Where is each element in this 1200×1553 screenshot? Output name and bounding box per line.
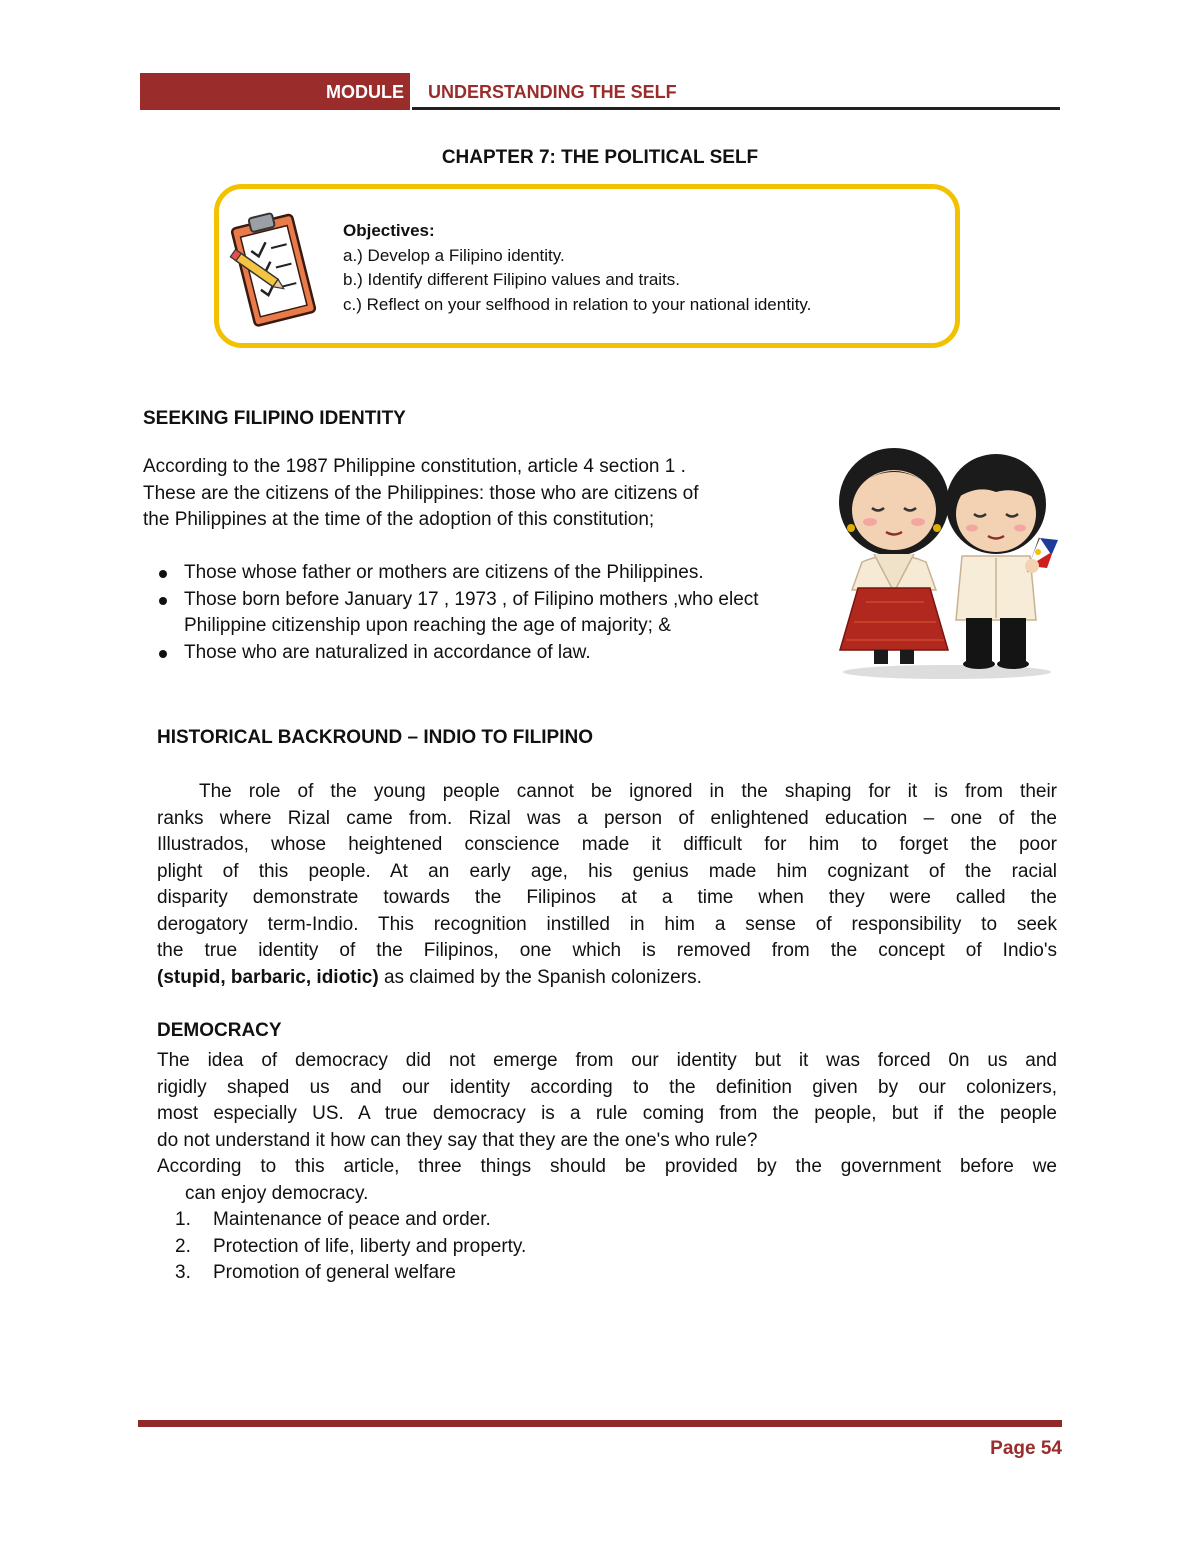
democracy-requirements-list xyxy=(157,1207,526,1287)
objective-item: a.) Develop a Filipino identity. xyxy=(343,245,565,265)
paragraph-line xyxy=(157,965,1057,992)
girl-figure xyxy=(839,448,949,664)
objective-item: b.) Identify different Filipino values and traits. xyxy=(343,270,681,289)
paragraph-line: disparity demonstrate towards the Filipinos at a time when they were called the xyxy=(157,887,1057,908)
list-number: 3. xyxy=(175,1262,191,1283)
header-title: UNDERSTANDING THE SELF xyxy=(428,82,677,102)
section-heading-seeking: SEEKING FILIPINO IDENTITY xyxy=(143,408,406,429)
header-module-label: MODULE xyxy=(326,82,404,102)
paragraph-line: The idea of democracy did not emerge from our identity but it was forced 0n us and xyxy=(157,1050,1057,1071)
seeking-intro xyxy=(143,454,833,534)
objectives-heading: Objectives: xyxy=(343,221,435,240)
footer-rule xyxy=(138,1420,1062,1427)
paragraph-line: the true identity of the Filipinos, one which is removed from the concept of Indio's xyxy=(157,940,1057,961)
bold-emphasis: (stupid, barbaric, idiotic) xyxy=(157,966,379,988)
chapter-title: CHAPTER 7: THE POLITICAL SELF xyxy=(441,147,759,168)
list-item xyxy=(157,1234,526,1261)
filipino-children-illustration xyxy=(836,442,1058,682)
historical-paragraph xyxy=(157,779,1057,991)
paragraph-line: plight of this people. At an early age, his genius made him cognizant of the racial xyxy=(157,860,1057,882)
paragraph-line: These are the citizens of the Philippines: those who are citizens of xyxy=(143,482,699,504)
list-text: Maintenance of peace and order. xyxy=(213,1209,491,1230)
paragraph-line: do not understand it how can they say that they are the one's who rule? xyxy=(157,1129,758,1151)
list-text: Promotion of general welfare xyxy=(213,1262,456,1283)
section-heading-historical: HISTORICAL BACKROUND – INDIO TO FILIPINO xyxy=(157,727,593,748)
paragraph-text: The role of the young people cannot be ignored in the shaping for it is from their xyxy=(199,781,1057,802)
paragraph-text: as claimed by the Spanish colonizers. xyxy=(378,966,702,988)
paragraph-line: can enjoy democracy. xyxy=(185,1182,369,1204)
paragraph-line xyxy=(157,779,1057,806)
list-item: Those whose father or mothers are citizens of the Philippines. xyxy=(157,560,837,587)
list-number: 2. xyxy=(175,1235,191,1257)
paragraph-line: most especially US. A true democracy is a rule coming from the people, but if the people xyxy=(157,1103,1057,1124)
list-item: Those born before January 17 , 1973 , of Filipino mothers ,who elect Philippine citizenship upon reaching the age of majority; & xyxy=(157,587,837,640)
clipboard-checklist-icon xyxy=(226,206,322,330)
democracy-paragraph xyxy=(157,1048,1057,1207)
list-item: Those who are naturalized in accordance of law. xyxy=(157,640,837,667)
header-rule xyxy=(412,107,1060,110)
list-item xyxy=(157,1260,526,1287)
paragraph-line: rigidly shaped us and our identity according to the definition given by our colonizers, xyxy=(157,1076,1057,1098)
paragraph-line: derogatory term-Indio. This recognition instilled in him a sense of responsibility to seek xyxy=(157,913,1057,935)
list-text: Protection of life, liberty and property. xyxy=(213,1235,527,1257)
paragraph-line: ranks where Rizal came from. Rizal was a person of enlightened education – one of the xyxy=(157,807,1057,829)
paragraph-line: According to the 1987 Philippine constitution, article 4 section 1 . xyxy=(143,456,686,477)
paragraph-line: According to this article, three things should be provided by the government before we xyxy=(157,1156,1057,1177)
objective-item: c.) Reflect on your selfhood in relation to your national identity. xyxy=(343,294,812,314)
list-item xyxy=(157,1207,526,1234)
paragraph-line: Illustrados, whose heightened conscience made it difficult for him to forget the poor xyxy=(157,834,1057,855)
page-number: Page 54 xyxy=(990,1438,1062,1459)
section-heading-democracy: DEMOCRACY xyxy=(157,1020,282,1041)
objectives-content xyxy=(343,219,811,317)
list-number: 1. xyxy=(175,1209,191,1230)
citizenship-list xyxy=(157,560,837,666)
paragraph-line: the Philippines at the time of the adoption of this constitution; xyxy=(143,509,655,530)
